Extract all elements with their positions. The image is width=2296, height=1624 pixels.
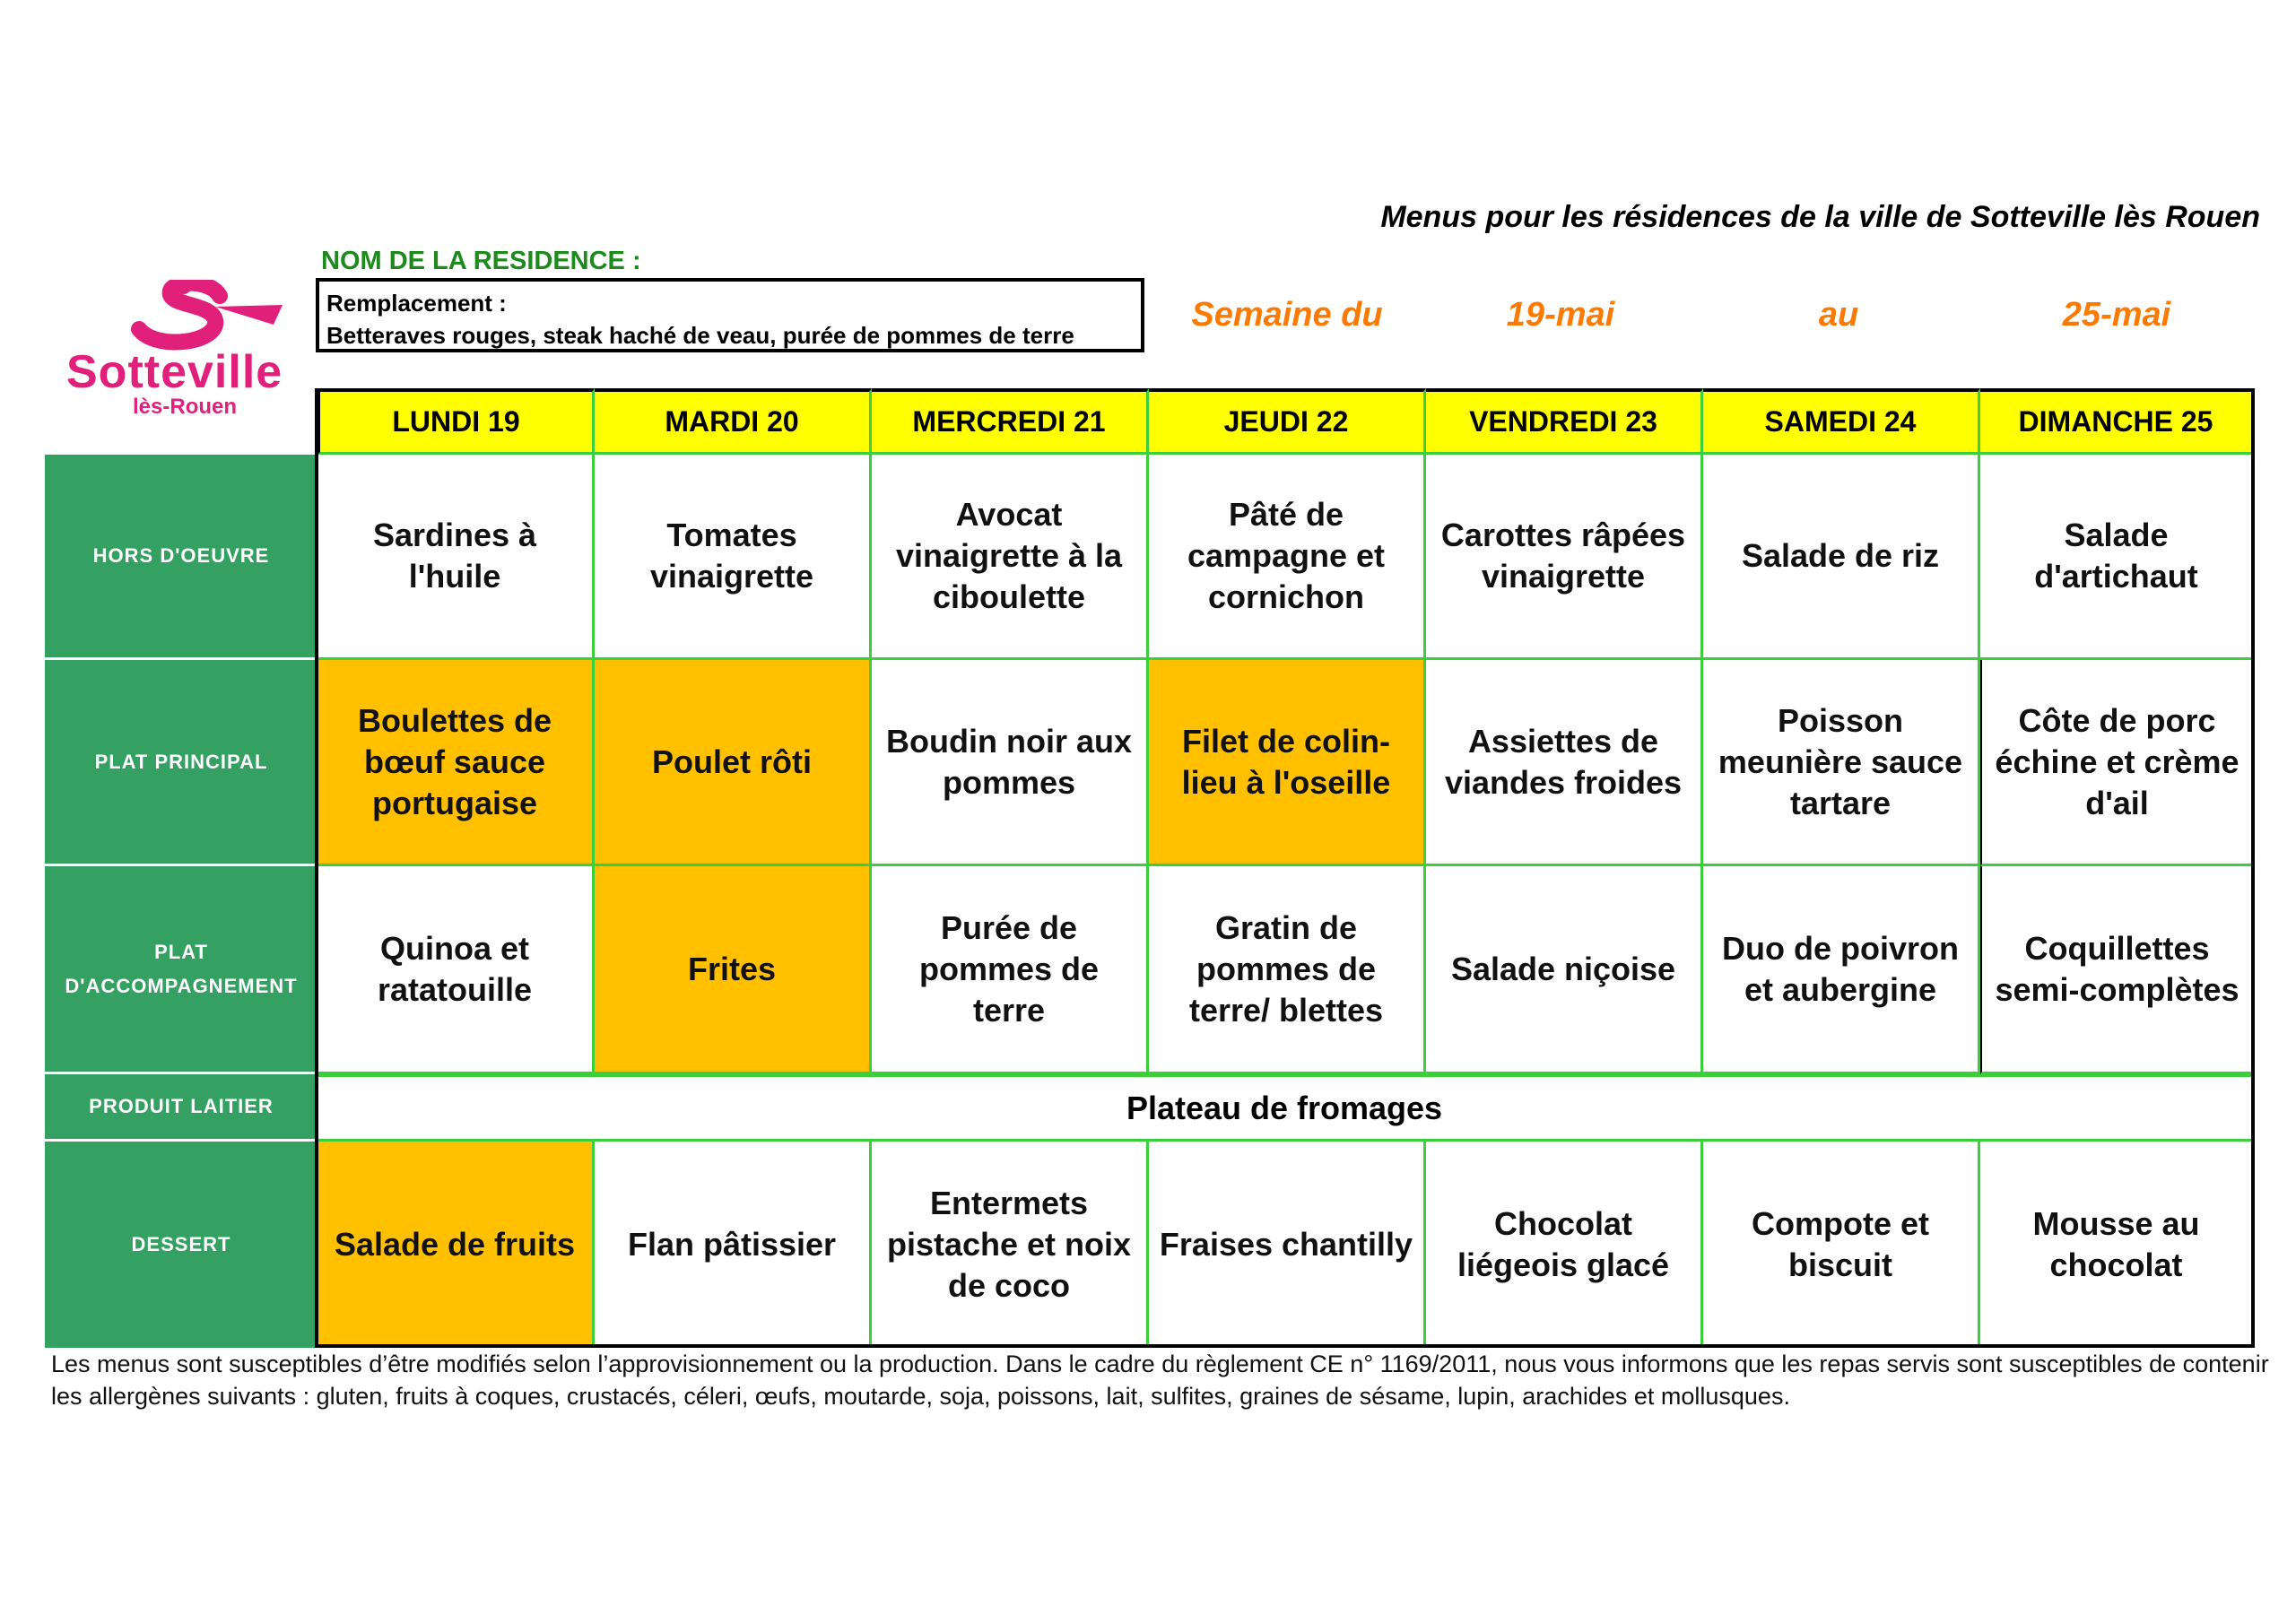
menu-cell: Pâté de campagne et cornichon [1149, 455, 1426, 660]
menu-cell: Purée de pommes de terre [872, 866, 1149, 1074]
menu-cell: Carottes râpées vinaigrette [1426, 455, 1703, 660]
category-produit-laitier: PRODUIT LAITIER [45, 1074, 317, 1142]
category-accompagnement-line2: D'ACCOMPAGNEMENT [65, 974, 298, 997]
menu-cell: Côte de porc échine et crème d'ail [1980, 660, 2255, 866]
menu-cell: Avocat vinaigrette à la ciboulette [872, 455, 1149, 660]
day-header-mardi: MARDI 20 [595, 388, 872, 455]
menu-cell: Flan pâtissier [595, 1142, 872, 1348]
menu-cell: Assiettes de viandes froides [1426, 660, 1703, 866]
menu-cell: Tomates vinaigrette [595, 455, 872, 660]
day-header-jeudi: JEUDI 22 [1149, 388, 1426, 455]
allergen-disclaimer: Les menus sont susceptibles d’être modifiés selon l’approvisionnement ou la production. Dans le cadre du règlement CE n° 1169/2011, nous vous informons que les repas servis sont susceptibles de contenir les allergènes suivants : gluten, fruits à coques, crustacés, céleri, œufs, moutarde, soja, poissons, lait, sulfites, graines de sésame, lupin, arachides et mollusques. [51, 1350, 2269, 1410]
menu-cell-highlighted: Salade de fruits [317, 1142, 595, 1348]
day-header-lundi: LUNDI 19 [317, 388, 595, 455]
sotteville-logo-icon [130, 280, 300, 352]
replacement-text: Betteraves rouges, steak haché de veau, purée de pommes de terre [326, 322, 1074, 349]
menu-cell: Coquillettes semi-complètes [1980, 866, 2255, 1074]
week-end: 25-mai [2062, 296, 2171, 334]
menu-cell: Sardines à l'huile [317, 455, 595, 660]
menu-cell: Duo de poivron et aubergine [1703, 866, 1980, 1074]
table-border-right [2251, 388, 2255, 1348]
category-dessert: DESSERT [45, 1142, 317, 1348]
menu-cell: Salade d'artichaut [1980, 455, 2255, 660]
replacement-label: Remplacement : [326, 290, 507, 317]
menu-cell-highlighted: Filet de colin-lieu à l'oseille [1149, 660, 1426, 866]
menu-cell: Mousse au chocolat [1980, 1142, 2255, 1348]
table-border-left [315, 388, 318, 1348]
menu-cell: Chocolat liégeois glacé [1426, 1142, 1703, 1348]
week-label: Semaine du [1191, 296, 1383, 334]
day-header-vendredi: VENDREDI 23 [1426, 388, 1703, 455]
menu-cell-dairy: Plateau de fromages [317, 1074, 2255, 1142]
menu-cell-highlighted: Boulettes de bœuf sauce portugaise [317, 660, 595, 866]
day-header-mercredi: MERCREDI 21 [872, 388, 1149, 455]
page-title: Menus pour les résidences de la ville de Sotteville lès Rouen [1380, 200, 2260, 234]
week-start: 19-mai [1506, 296, 1615, 334]
day-header-samedi: SAMEDI 24 [1703, 388, 1980, 455]
category-accompagnement [45, 866, 317, 1074]
category-accompagnement-line1: PLAT [154, 940, 208, 963]
replacement-box [316, 278, 1144, 352]
menu-cell: Poisson meunière sauce tartare [1703, 660, 1980, 866]
category-hors-doeuvre: HORS D'OEUVRE [45, 455, 317, 660]
menu-cell: Compote et biscuit [1703, 1142, 1980, 1348]
menu-cell: Salade niçoise [1426, 866, 1703, 1074]
menu-cell: Fraises chantilly [1149, 1142, 1426, 1348]
menu-cell: Salade de riz [1703, 455, 1980, 660]
logo-subtitle: lès-Rouen [133, 395, 238, 419]
menu-cell-highlighted: Poulet rôti [595, 660, 872, 866]
menu-cell: Quinoa et ratatouille [317, 866, 595, 1074]
category-plat-principal: PLAT PRINCIPAL [45, 660, 317, 866]
menu-cell: Entermets pistache et noix de coco [872, 1142, 1149, 1348]
week-to: au [1818, 296, 1859, 334]
logo-wordmark: Sotteville [66, 346, 283, 398]
menu-cell-highlighted: Frites [595, 866, 872, 1074]
day-header-dimanche: DIMANCHE 25 [1980, 388, 2255, 455]
menu-cell: Gratin de pommes de terre/ blettes [1149, 866, 1426, 1074]
residence-label: NOM DE LA RESIDENCE : [321, 247, 641, 275]
menu-cell: Boudin noir aux pommes [872, 660, 1149, 866]
